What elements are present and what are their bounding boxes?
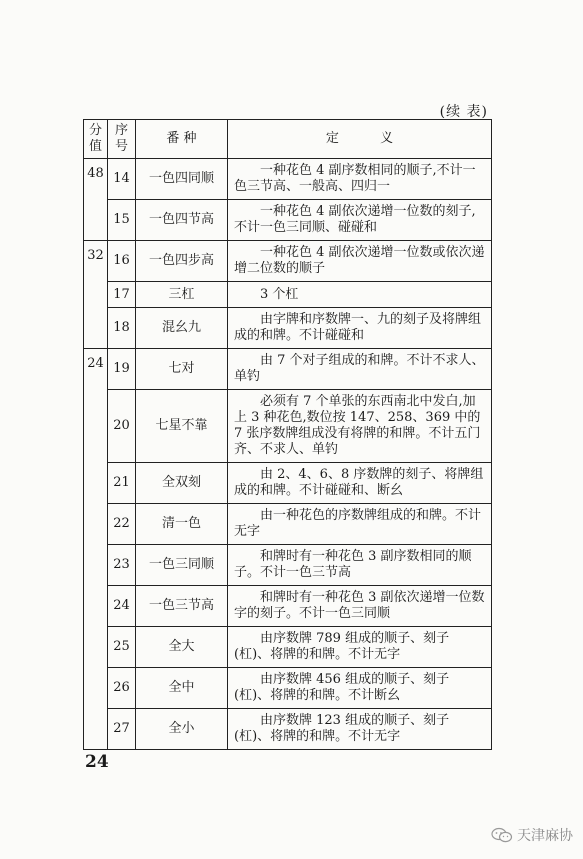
name-cell: 七对 <box>136 349 228 390</box>
name-cell: 全中 <box>136 668 228 709</box>
table-row <box>84 463 492 504</box>
definition-text: 一种花色 4 副依次递增一位数的刻子,不计一色三同顺、碰碰和 <box>234 204 476 235</box>
table-row <box>84 504 492 545</box>
name-cell: 清一色 <box>136 504 228 545</box>
name-cell: 一色三节高 <box>136 586 228 627</box>
definition-text: 由序数牌 456 组成的顺子、刻子(杠)、将牌的和牌。不计断幺 <box>234 672 450 703</box>
watermark-text: 天津麻协 <box>517 828 573 844</box>
table-row <box>84 586 492 627</box>
name-cell: 一色四同顺 <box>136 159 228 200</box>
definition-text: 一种花色 4 副序数相同的顺子,不计一色三节高、一般高、四归一 <box>234 163 476 194</box>
name-cell: 一色四步高 <box>136 241 228 282</box>
definition-text: 由序数牌 789 组成的顺子、刻子(杠)、将牌的和牌。不计无字 <box>234 631 450 662</box>
page-number: 24 <box>85 752 109 772</box>
number-cell: 14 <box>108 159 136 200</box>
definition-text: 由一种花色的序数牌组成的和牌。不计无字 <box>234 508 482 539</box>
score-cell: 32 <box>84 241 108 349</box>
number-cell: 19 <box>108 349 136 390</box>
number-cell: 27 <box>108 709 136 750</box>
header-number: 序 号 <box>108 120 136 159</box>
header-score: 分 值 <box>84 120 108 159</box>
definition-text: 由字牌和序数牌一、九的刻子及将牌组成的和牌。不计碰碰和 <box>234 312 482 343</box>
definition-cell <box>228 504 492 545</box>
definition-text: 一种花色 4 副依次递增一位数或依次递增二位数的顺子 <box>234 245 485 276</box>
definition-text: 由 7 个对子组成的和牌。不计不求人、单钓 <box>234 353 485 384</box>
table-row <box>84 241 492 282</box>
number-cell: 16 <box>108 241 136 282</box>
definition-cell <box>228 463 492 504</box>
table-row <box>84 159 492 200</box>
watermark <box>491 825 573 845</box>
header-definition: 定 义 <box>228 120 492 159</box>
name-cell: 一色三同顺 <box>136 545 228 586</box>
name-cell: 全大 <box>136 627 228 668</box>
table-row <box>84 308 492 349</box>
fan-table <box>83 119 492 750</box>
table-row <box>84 545 492 586</box>
definition-cell <box>228 668 492 709</box>
number-cell: 26 <box>108 668 136 709</box>
definition-cell <box>228 282 492 308</box>
table-header-row <box>84 120 492 159</box>
name-cell: 混幺九 <box>136 308 228 349</box>
definition-cell <box>228 241 492 282</box>
number-cell: 15 <box>108 200 136 241</box>
definition-text: 由序数牌 123 组成的顺子、刻子(杠)、将牌的和牌。不计无字 <box>234 713 450 744</box>
definition-text: 和牌时有一种花色 3 副序数相同的顺子。不计一色三节高 <box>234 549 472 580</box>
name-cell: 七星不靠 <box>136 390 228 463</box>
number-cell: 24 <box>108 586 136 627</box>
definition-text: 和牌时有一种花色 3 副依次递增一位数字的刻子。不计一色三同顺 <box>234 590 485 621</box>
name-cell: 全小 <box>136 709 228 750</box>
table-row <box>84 282 492 308</box>
number-cell: 23 <box>108 545 136 586</box>
name-cell: 一色四节高 <box>136 200 228 241</box>
header-name: 番 种 <box>136 120 228 159</box>
number-cell: 20 <box>108 390 136 463</box>
number-cell: 22 <box>108 504 136 545</box>
definition-cell <box>228 709 492 750</box>
table-row <box>84 200 492 241</box>
table-body <box>84 159 492 750</box>
continued-label: (续 表) <box>439 104 488 120</box>
definition-cell <box>228 308 492 349</box>
definition-cell <box>228 545 492 586</box>
definition-cell <box>228 627 492 668</box>
table-row <box>84 390 492 463</box>
number-cell: 18 <box>108 308 136 349</box>
definition-cell <box>228 586 492 627</box>
number-cell: 17 <box>108 282 136 308</box>
score-cell: 48 <box>84 159 108 241</box>
score-cell: 24 <box>84 349 108 750</box>
definition-cell <box>228 349 492 390</box>
table-row <box>84 349 492 390</box>
table-row <box>84 627 492 668</box>
definition-cell <box>228 200 492 241</box>
name-cell: 全双刻 <box>136 463 228 504</box>
definition-cell <box>228 390 492 463</box>
number-cell: 21 <box>108 463 136 504</box>
definition-text: 必须有 7 个单张的东西南北中发白,加上 3 种花色,数位按 147、258、369 中的 7 张序数牌组成没有将牌的和牌。不计五门齐、不求人、单钓 <box>234 394 481 457</box>
table-row <box>84 709 492 750</box>
table-row <box>84 668 492 709</box>
wechat-icon <box>491 827 513 843</box>
name-cell: 三杠 <box>136 282 228 308</box>
definition-cell <box>228 159 492 200</box>
definition-text: 3 个杠 <box>260 286 299 302</box>
definition-text: 由 2、4、6、8 序数牌的刻子、将牌组成的和牌。不计碰碰和、断幺 <box>234 467 484 498</box>
number-cell: 25 <box>108 627 136 668</box>
